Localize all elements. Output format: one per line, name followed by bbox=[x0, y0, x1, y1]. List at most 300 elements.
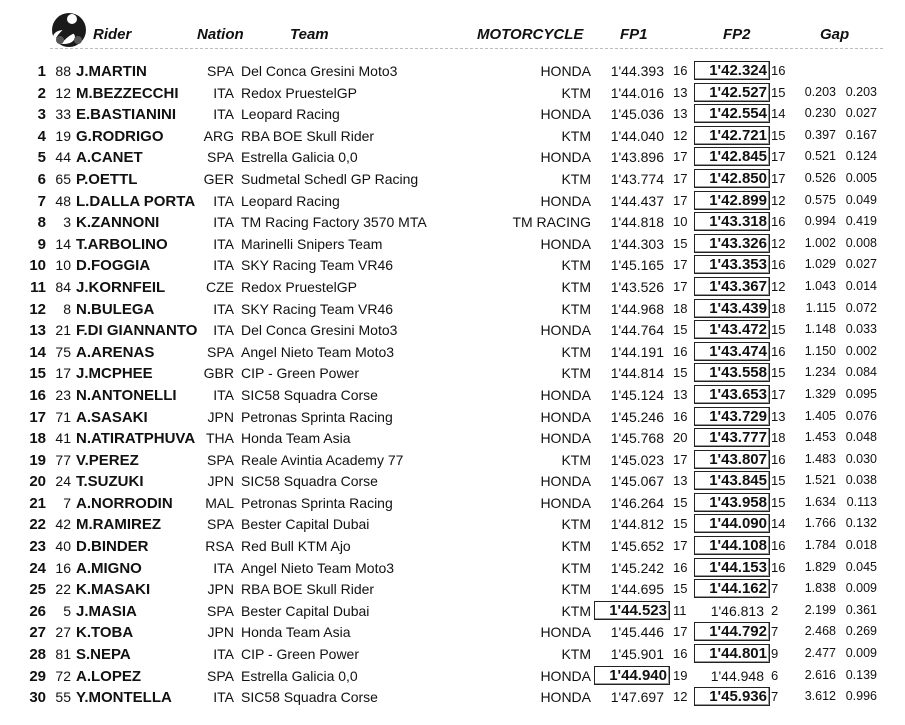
fp1-time: 1'43.526 bbox=[610, 278, 664, 295]
table-row bbox=[0, 600, 905, 622]
nation: SPA bbox=[207, 516, 234, 533]
gap-to-first: 2.477 bbox=[804, 646, 836, 661]
fp1-laps: 13 bbox=[673, 473, 688, 489]
fp1-laps: 15 bbox=[673, 581, 688, 597]
fp1-laps: 12 bbox=[673, 127, 688, 143]
fp1-laps: 17 bbox=[673, 149, 688, 165]
rider-number: 84 bbox=[55, 278, 71, 295]
fp2-laps: 17 bbox=[771, 149, 786, 165]
gap-to-first: 0.397 bbox=[804, 127, 836, 142]
fp1-time: 1'44.812 bbox=[610, 516, 664, 533]
motorcycle: KTM bbox=[561, 127, 591, 144]
gap-to-previous: 0.132 bbox=[845, 516, 877, 531]
team-name: Redox PruestelGP bbox=[241, 84, 357, 101]
position: 10 bbox=[29, 257, 46, 275]
fp2-time: 1'44.153 bbox=[694, 558, 770, 577]
position: 14 bbox=[29, 343, 46, 361]
fp2-laps: 16 bbox=[771, 343, 786, 359]
fp2-laps: 15 bbox=[771, 494, 786, 510]
fp1-laps: 15 bbox=[673, 516, 688, 532]
rider-name: S.NEPA bbox=[76, 646, 131, 664]
fp2-laps: 16 bbox=[771, 257, 786, 273]
nation: SPA bbox=[207, 149, 234, 166]
fp1-laps: 13 bbox=[673, 84, 688, 100]
fp2-time: 1'43.729 bbox=[694, 407, 770, 426]
gap-to-first: 0.203 bbox=[804, 84, 836, 99]
rider-name: G.RODRIGO bbox=[76, 127, 164, 145]
nation: CZE bbox=[206, 278, 234, 295]
gap-to-first: 1.829 bbox=[804, 559, 836, 574]
team-name: Marinelli Snipers Team bbox=[241, 235, 383, 252]
fp1-time: 1'44.016 bbox=[610, 84, 664, 101]
team-name: SIC58 Squadra Corse bbox=[241, 689, 378, 706]
fp2-time: 1'42.721 bbox=[694, 126, 770, 145]
fp2-laps: 16 bbox=[771, 214, 786, 230]
fp2-time: 1'44.792 bbox=[694, 622, 770, 641]
table-row bbox=[0, 384, 905, 406]
motorcycle: HONDA bbox=[540, 322, 591, 339]
fp2-time: 1'43.558 bbox=[694, 363, 770, 382]
fp1-time: 1'45.067 bbox=[610, 473, 664, 490]
position: 6 bbox=[37, 170, 46, 188]
team-name: Angel Nieto Team Moto3 bbox=[241, 559, 395, 576]
header-nation: Nation bbox=[197, 26, 244, 43]
gap-to-previous: 0.033 bbox=[845, 322, 877, 337]
fp1-time: 1'45.246 bbox=[610, 408, 664, 425]
fp2-laps: 17 bbox=[771, 386, 786, 402]
rider-number: 8 bbox=[63, 300, 71, 317]
rider-name: T.ARBOLINO bbox=[76, 235, 168, 253]
fp2-laps: 12 bbox=[771, 235, 786, 251]
rider-name: M.RAMIREZ bbox=[76, 516, 161, 534]
nation: ITA bbox=[213, 106, 234, 123]
table-row bbox=[0, 406, 905, 428]
gap-to-previous: 0.139 bbox=[845, 667, 877, 682]
rider-name: T.SUZUKI bbox=[76, 473, 144, 491]
fp1-laps: 17 bbox=[673, 257, 688, 273]
fp1-time: 1'44.040 bbox=[610, 127, 664, 144]
fp1-time: 1'45.165 bbox=[610, 257, 664, 274]
fp2-laps: 16 bbox=[771, 538, 786, 554]
nation: ITA bbox=[213, 192, 234, 209]
rider-number: 10 bbox=[55, 257, 71, 274]
team-name: Del Conca Gresini Moto3 bbox=[241, 322, 398, 339]
gap-to-previous: 0.027 bbox=[845, 106, 877, 121]
rider-number: 7 bbox=[63, 494, 71, 511]
fp1-laps: 15 bbox=[673, 322, 688, 338]
fp1-laps: 16 bbox=[673, 559, 688, 575]
fp2-laps: 7 bbox=[771, 624, 779, 640]
motorcycle: KTM bbox=[561, 538, 591, 555]
fp2-time: 1'46.813 bbox=[710, 602, 764, 619]
gap-to-previous: 0.167 bbox=[845, 127, 877, 142]
rider-number: 21 bbox=[55, 322, 71, 339]
motorcycle: KTM bbox=[561, 516, 591, 533]
position: 18 bbox=[29, 430, 46, 448]
fp1-laps: 20 bbox=[673, 430, 688, 446]
fp2-time: 1'43.474 bbox=[694, 342, 770, 361]
team-name: Sudmetal Schedl GP Racing bbox=[241, 170, 419, 187]
rider-number: 14 bbox=[55, 235, 71, 252]
position: 8 bbox=[37, 214, 46, 232]
rider-name: P.OETTL bbox=[76, 170, 138, 188]
team-name: Bester Capital Dubai bbox=[241, 602, 370, 619]
nation: ITA bbox=[213, 646, 234, 663]
nation: GBR bbox=[203, 365, 234, 382]
results-table bbox=[0, 60, 905, 708]
fp1-laps: 15 bbox=[673, 365, 688, 381]
fp2-laps: 7 bbox=[771, 689, 779, 705]
gap-to-previous: 0.124 bbox=[845, 149, 877, 164]
table-row bbox=[0, 535, 905, 557]
table-row bbox=[0, 60, 905, 82]
team-name: Bester Capital Dubai bbox=[241, 516, 370, 533]
fp2-time: 1'42.899 bbox=[694, 191, 770, 210]
table-row bbox=[0, 211, 905, 233]
fp2-laps: 9 bbox=[771, 646, 779, 662]
fp1-time: 1'44.437 bbox=[610, 192, 664, 209]
rider-number: 5 bbox=[63, 602, 71, 619]
position: 5 bbox=[37, 149, 46, 167]
gap-to-first: 0.526 bbox=[804, 170, 836, 185]
table-row bbox=[0, 470, 905, 492]
position: 4 bbox=[37, 127, 46, 145]
team-name: SIC58 Squadra Corse bbox=[241, 386, 378, 403]
fp1-time: 1'44.695 bbox=[610, 581, 664, 598]
fp1-laps: 10 bbox=[673, 214, 688, 230]
rider-name: J.MCPHEE bbox=[76, 365, 153, 383]
fp2-laps: 16 bbox=[771, 451, 786, 467]
rider-name: A.MIGNO bbox=[76, 559, 142, 577]
fp2-laps: 6 bbox=[771, 667, 779, 683]
fp1-laps: 17 bbox=[673, 278, 688, 294]
fp2-time: 1'42.845 bbox=[694, 147, 770, 166]
team-name: Reale Avintia Academy 77 bbox=[241, 451, 404, 468]
motorcycle: KTM bbox=[561, 343, 591, 360]
fp1-laps: 16 bbox=[673, 408, 688, 424]
motorcycle: KTM bbox=[561, 451, 591, 468]
rider-name: M.BEZZECCHI bbox=[76, 84, 179, 102]
gap-to-previous: 0.084 bbox=[845, 365, 877, 380]
team-name: Estrella Galicia 0,0 bbox=[241, 667, 358, 684]
fp1-time: 1'45.124 bbox=[610, 386, 664, 403]
fp1-laps: 13 bbox=[673, 106, 688, 122]
motorcycle: HONDA bbox=[540, 149, 591, 166]
fp2-time: 1'43.472 bbox=[694, 320, 770, 339]
header-rider: Rider bbox=[93, 26, 132, 43]
motorcycle: KTM bbox=[561, 646, 591, 663]
fp2-time: 1'42.324 bbox=[694, 61, 770, 80]
motorcycle: HONDA bbox=[540, 408, 591, 425]
position: 25 bbox=[29, 581, 46, 599]
position: 7 bbox=[37, 192, 46, 210]
rider-name: J.MARTIN bbox=[76, 63, 147, 80]
rider-number: 44 bbox=[55, 149, 71, 166]
gap-to-previous: 0.027 bbox=[845, 257, 877, 272]
fp1-laps: 16 bbox=[673, 646, 688, 662]
rider-name: V.PEREZ bbox=[76, 451, 139, 469]
fp1-laps: 15 bbox=[673, 235, 688, 251]
gap-to-first: 1.483 bbox=[804, 451, 836, 466]
position: 11 bbox=[30, 278, 46, 296]
fp2-time: 1'43.326 bbox=[694, 234, 770, 253]
gap-to-first: 1.043 bbox=[804, 278, 836, 293]
table-row bbox=[0, 362, 905, 384]
motorcycle: HONDA bbox=[540, 192, 591, 209]
fp2-laps: 15 bbox=[771, 322, 786, 338]
nation: ITA bbox=[213, 235, 234, 252]
nation: JPN bbox=[207, 581, 234, 598]
position: 9 bbox=[37, 235, 46, 253]
rider-name: Y.MONTELLA bbox=[76, 689, 172, 707]
fp1-laps: 19 bbox=[673, 667, 688, 683]
nation: ITA bbox=[213, 689, 234, 706]
gap-to-previous: 0.045 bbox=[845, 559, 877, 574]
motorcycle: KTM bbox=[561, 602, 591, 619]
gap-to-first: 2.468 bbox=[804, 624, 836, 639]
gap-to-previous: 0.005 bbox=[845, 170, 877, 185]
gap-to-first: 0.575 bbox=[804, 192, 836, 207]
motorcycle: KTM bbox=[561, 300, 591, 317]
fp2-laps: 15 bbox=[771, 84, 786, 100]
fp2-laps: 16 bbox=[771, 63, 786, 78]
position: 15 bbox=[29, 365, 46, 383]
fp2-time: 1'44.801 bbox=[694, 644, 770, 663]
fp1-laps: 12 bbox=[673, 689, 688, 705]
fp2-laps: 14 bbox=[771, 106, 786, 122]
rider-number: 12 bbox=[55, 84, 71, 101]
team-name: SIC58 Squadra Corse bbox=[241, 473, 378, 490]
fp2-laps: 15 bbox=[771, 127, 786, 143]
rider-number: 40 bbox=[55, 538, 71, 555]
gap-to-previous: 0.269 bbox=[845, 624, 877, 639]
table-row bbox=[0, 492, 905, 514]
gap-to-first: 1.150 bbox=[804, 343, 836, 358]
gap-to-first: 1.115 bbox=[805, 300, 836, 315]
position: 28 bbox=[29, 646, 46, 664]
team-name: Angel Nieto Team Moto3 bbox=[241, 343, 395, 360]
nation: ITA bbox=[213, 300, 234, 317]
table-row bbox=[0, 341, 905, 363]
nation: ITA bbox=[213, 257, 234, 274]
gap-to-previous: 0.076 bbox=[845, 408, 877, 423]
rider-name: K.ZANNONI bbox=[76, 214, 160, 232]
gap-to-first: 1.029 bbox=[804, 257, 836, 272]
rider-name: A.NORRODIN bbox=[76, 494, 173, 512]
motorcycle: HONDA bbox=[540, 473, 591, 490]
fp2-time: 1'44.948 bbox=[710, 667, 764, 684]
fp1-time: 1'45.036 bbox=[610, 106, 664, 123]
position: 23 bbox=[29, 538, 46, 556]
gap-to-first: 1.453 bbox=[804, 430, 836, 445]
fp2-laps: 15 bbox=[771, 473, 786, 489]
fp2-time: 1'42.850 bbox=[694, 169, 770, 188]
fp2-time: 1'43.318 bbox=[694, 212, 770, 231]
fp1-laps: 13 bbox=[673, 386, 688, 402]
rider-name: L.DALLA PORTA bbox=[76, 192, 196, 210]
rider-number: 48 bbox=[55, 192, 71, 209]
motorcycle: HONDA bbox=[540, 624, 591, 641]
nation: GER bbox=[203, 170, 234, 187]
gap-to-first: 1.148 bbox=[804, 322, 836, 337]
rider-number: 77 bbox=[55, 451, 71, 468]
table-row bbox=[0, 513, 905, 535]
table-row bbox=[0, 82, 905, 104]
team-name: SKY Racing Team VR46 bbox=[241, 300, 394, 317]
fp2-laps: 13 bbox=[771, 408, 786, 424]
fp1-laps: 15 bbox=[673, 494, 688, 510]
team-name: Del Conca Gresini Moto3 bbox=[241, 63, 398, 79]
table-row bbox=[0, 578, 905, 600]
fp2-laps: 15 bbox=[771, 365, 786, 381]
fp2-time: 1'44.162 bbox=[694, 579, 770, 598]
header-fp2: FP2 bbox=[723, 26, 751, 43]
nation: SPA bbox=[207, 63, 234, 79]
table-row bbox=[0, 190, 905, 212]
fp2-laps: 2 bbox=[771, 602, 779, 618]
gap-to-first: 1.838 bbox=[804, 581, 836, 596]
fp1-time: 1'44.818 bbox=[610, 214, 664, 231]
gap-to-previous: 0.038 bbox=[845, 473, 877, 488]
team-name: Honda Team Asia bbox=[241, 624, 351, 641]
rider-name: E.BASTIANINI bbox=[76, 106, 177, 124]
nation: JPN bbox=[207, 624, 234, 641]
nation: SPA bbox=[207, 343, 234, 360]
team-name: Estrella Galicia 0,0 bbox=[241, 149, 358, 166]
fp1-time: 1'45.901 bbox=[610, 646, 664, 663]
motorcycle: KTM bbox=[561, 278, 591, 295]
fp2-laps: 16 bbox=[771, 559, 786, 575]
team-name: TM Racing Factory 3570 MTA bbox=[241, 214, 427, 231]
nation: ITA bbox=[213, 559, 234, 576]
table-row bbox=[0, 621, 905, 643]
fp2-time: 1'43.777 bbox=[694, 428, 770, 447]
motorcycle: HONDA bbox=[540, 667, 591, 684]
position: 26 bbox=[29, 602, 46, 620]
gap-to-first: 1.634 bbox=[804, 494, 836, 509]
table-row bbox=[0, 665, 905, 687]
header-gap: Gap bbox=[820, 26, 850, 43]
fp1-time: 1'45.652 bbox=[610, 538, 664, 555]
fp2-laps: 18 bbox=[771, 300, 786, 316]
nation: RSA bbox=[205, 538, 234, 555]
rider-name: N.ANTONELLI bbox=[76, 386, 177, 404]
position: 22 bbox=[29, 516, 46, 534]
gap-to-previous: 0.048 bbox=[845, 430, 877, 445]
rider-number: 88 bbox=[55, 63, 71, 79]
position: 29 bbox=[29, 667, 46, 685]
gap-to-first: 1.521 bbox=[804, 473, 836, 488]
position: 20 bbox=[29, 473, 46, 491]
rider-name: K.TOBA bbox=[76, 624, 134, 642]
fp2-time: 1'43.353 bbox=[694, 255, 770, 274]
gap-to-previous: 0.002 bbox=[845, 343, 877, 358]
table-row bbox=[0, 449, 905, 471]
team-name: Honda Team Asia bbox=[241, 430, 351, 447]
nation: THA bbox=[206, 430, 234, 447]
rider-number: 42 bbox=[55, 516, 71, 533]
gap-to-previous: 0.008 bbox=[845, 235, 877, 250]
team-name: RBA BOE Skull Rider bbox=[241, 581, 375, 598]
position: 27 bbox=[29, 624, 46, 642]
rider-name: D.BINDER bbox=[76, 538, 149, 556]
motorcycle: HONDA bbox=[540, 689, 591, 706]
table-row bbox=[0, 427, 905, 449]
gap-to-previous: 0.009 bbox=[845, 646, 877, 661]
gap-to-previous: 0.361 bbox=[845, 602, 877, 617]
header-divider bbox=[50, 48, 883, 49]
rider-number: 65 bbox=[55, 170, 71, 187]
rider-number: 71 bbox=[55, 408, 71, 425]
gap-to-previous: 0.009 bbox=[845, 581, 877, 596]
team-name: SKY Racing Team VR46 bbox=[241, 257, 394, 274]
fp2-time: 1'42.554 bbox=[694, 104, 770, 123]
table-row bbox=[0, 276, 905, 298]
rider-number: 27 bbox=[55, 624, 71, 641]
motorcycle: HONDA bbox=[540, 63, 591, 79]
rider-number: 22 bbox=[55, 581, 71, 598]
rider-name: A.ARENAS bbox=[76, 343, 155, 361]
fp2-time: 1'44.090 bbox=[694, 514, 770, 533]
position: 13 bbox=[29, 322, 46, 340]
position: 21 bbox=[29, 494, 46, 512]
gap-to-previous: 0.014 bbox=[845, 278, 877, 293]
position: 24 bbox=[29, 559, 46, 577]
gap-to-previous: 0.018 bbox=[845, 538, 877, 553]
motorcycle: KTM bbox=[561, 257, 591, 274]
motorcycle: KTM bbox=[561, 170, 591, 187]
gap-to-previous: 0.095 bbox=[845, 386, 877, 401]
rider-name: J.KORNFEIL bbox=[76, 278, 166, 296]
gap-to-first: 0.994 bbox=[804, 214, 836, 229]
rider-name: A.LOPEZ bbox=[76, 667, 142, 685]
table-row bbox=[0, 643, 905, 665]
fp1-laps: 11 bbox=[673, 602, 687, 618]
fp1-time: 1'44.764 bbox=[610, 322, 664, 339]
gap-to-first: 0.521 bbox=[804, 149, 836, 164]
gap-to-previous: 0.072 bbox=[845, 300, 877, 315]
fp1-time: 1'46.264 bbox=[610, 494, 664, 511]
motorcycle: KTM bbox=[561, 581, 591, 598]
fp1-time: 1'43.896 bbox=[610, 149, 664, 166]
fp2-time: 1'43.653 bbox=[694, 385, 770, 404]
gap-to-first: 1.234 bbox=[804, 365, 836, 380]
fp1-time: 1'44.303 bbox=[610, 235, 664, 252]
motorcycle: HONDA bbox=[540, 386, 591, 403]
header-motorcycle: MOTORCYCLE bbox=[477, 26, 584, 43]
fp2-laps: 12 bbox=[771, 278, 786, 294]
table-row bbox=[0, 146, 905, 168]
table-row bbox=[0, 254, 905, 276]
motorcycle: KTM bbox=[561, 559, 591, 576]
gap-to-previous: 0.113 bbox=[846, 494, 877, 509]
rider-name: N.ATIRATPHUVA bbox=[76, 430, 196, 448]
fp1-time: 1'44.191 bbox=[610, 343, 664, 360]
nation: JPN bbox=[207, 473, 234, 490]
motorcycle: HONDA bbox=[540, 430, 591, 447]
motorcycle: HONDA bbox=[540, 494, 591, 511]
rider-number: 19 bbox=[55, 127, 71, 144]
rider-name: J.MASIA bbox=[76, 602, 137, 620]
table-row bbox=[0, 103, 905, 125]
rider-number: 3 bbox=[63, 214, 71, 231]
team-name: Leopard Racing bbox=[241, 192, 340, 209]
rider-number: 24 bbox=[55, 473, 71, 490]
gap-to-first: 1.405 bbox=[804, 408, 836, 423]
table-row bbox=[0, 233, 905, 255]
nation: ITA bbox=[213, 84, 234, 101]
gap-to-first: 3.612 bbox=[804, 689, 836, 704]
